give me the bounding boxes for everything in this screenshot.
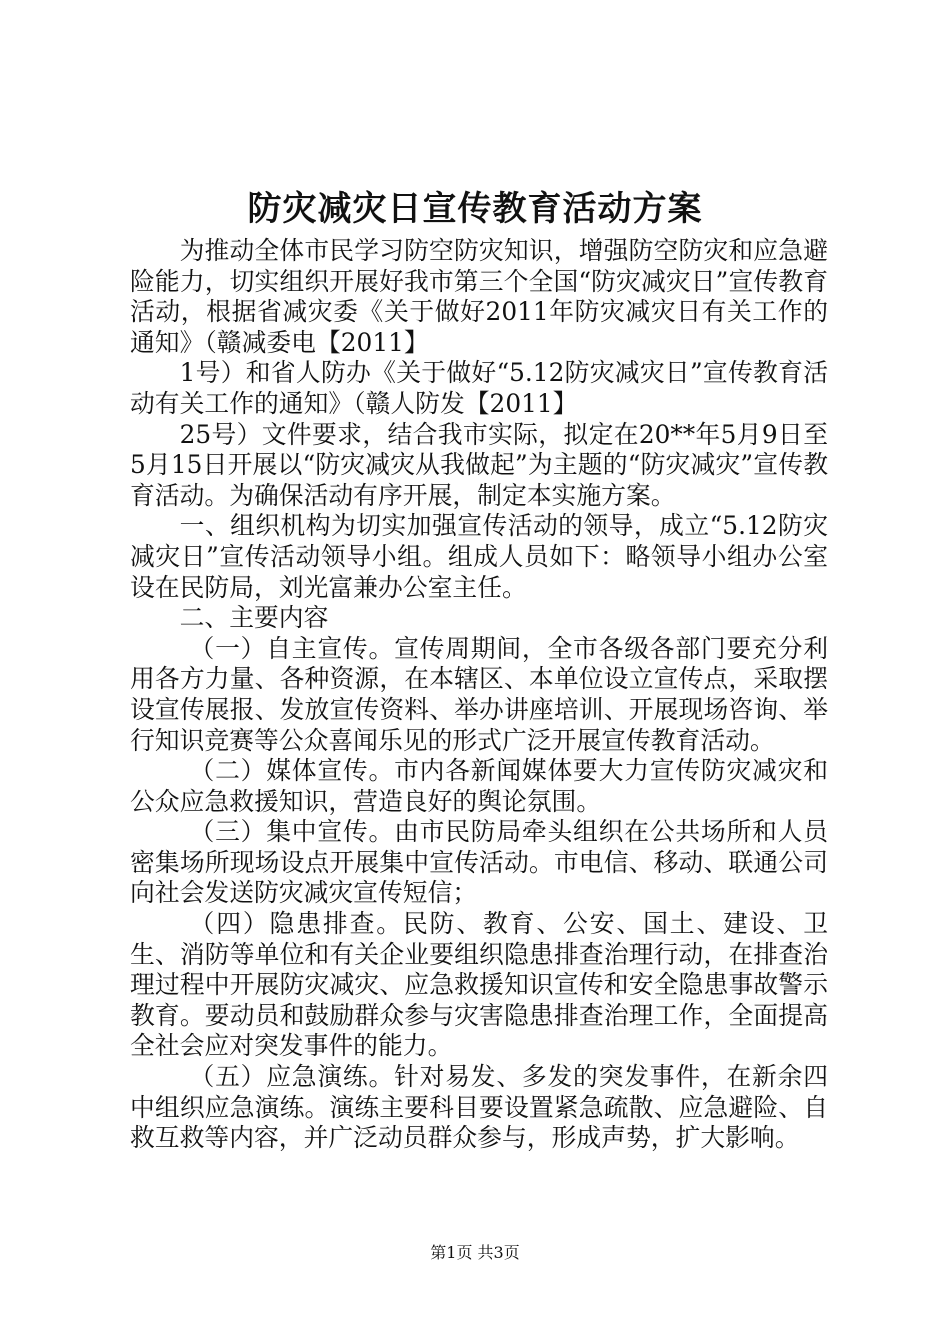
paragraph: （一）自主宣传。宣传周期间，全市各级各部门要充分利用各方力量、各种资源，在本辖区、本单位设立宣传点，采取摆设宣传展报、发放宣传资料、举办讲座培训、开展现场咨询、举行知识竞赛等公众喜闻乐见的形式广泛开展宣传教育活动。 xyxy=(130,633,828,755)
paragraph: 25号）文件要求，结合我市实际，拟定在20**年5月9日至5月15日开展以“防灾减灾从我做起”为主题的“防灾减灾”宣传教育活动。为确保活动有序开展，制定本实施方案。 xyxy=(130,419,828,510)
paragraph: （五）应急演练。针对易发、多发的突发事件，在新余四中组织应急演练。演练主要科目要设置紧急疏散、应急避险、自救互救等内容，并广泛动员群众参与，形成声势，扩大影响。 xyxy=(130,1062,828,1153)
page-number-footer: 第1页 共3页 xyxy=(430,1243,520,1262)
paragraph: （三）集中宣传。由市民防局牵头组织在公共场所和人员密集场所现场设点开展集中宣传活动。市电信、移动、联通公司向社会发送防灾减灾宣传短信； xyxy=(130,817,828,908)
paragraph: 为推动全体市民学习防空防灾知识，增强防空防灾和应急避险能力，切实组织开展好我市第三个全国“防灾减灾日”宣传教育活动，根据省减灾委《关于做好2011年防灾减灾日有关工作的通知》（赣减委电【2011】 xyxy=(130,236,828,357)
section-heading: 二、主要内容 xyxy=(179,603,329,633)
paragraph: 一、组织机构为切实加强宣传活动的领导，成立“5.12防灾减灾日”宣传活动领导小组。组成人员如下：略领导小组办公室设在民防局，刘光富兼办公室主任。 xyxy=(130,511,828,602)
paragraph: （四）隐患排查。民防、教育、公安、国土、建设、卫生、消防等单位和有关企业要组织隐患排查治理行动，在排查治理过程中开展防灾减灾、应急救援知识宣传和安全隐患事故警示教育。要动员和鼓励群众参与灾害隐患排查治理工作，全面提高全社会应对突发事件的能力。 xyxy=(130,909,828,1061)
paragraph: 1号）和省人防办《关于做好“5.12防灾减灾日”宣传教育活动有关工作的通知》（赣人防发【2011】 xyxy=(130,358,828,418)
page-title: 防灾减灾日宣传教育活动方案 xyxy=(247,189,703,229)
document-body xyxy=(130,236,828,1154)
paragraph: （二）媒体宣传。市内各新闻媒体要大力宣传防灾减灾和公众应急救援知识，营造良好的舆论氛围。 xyxy=(130,756,828,816)
